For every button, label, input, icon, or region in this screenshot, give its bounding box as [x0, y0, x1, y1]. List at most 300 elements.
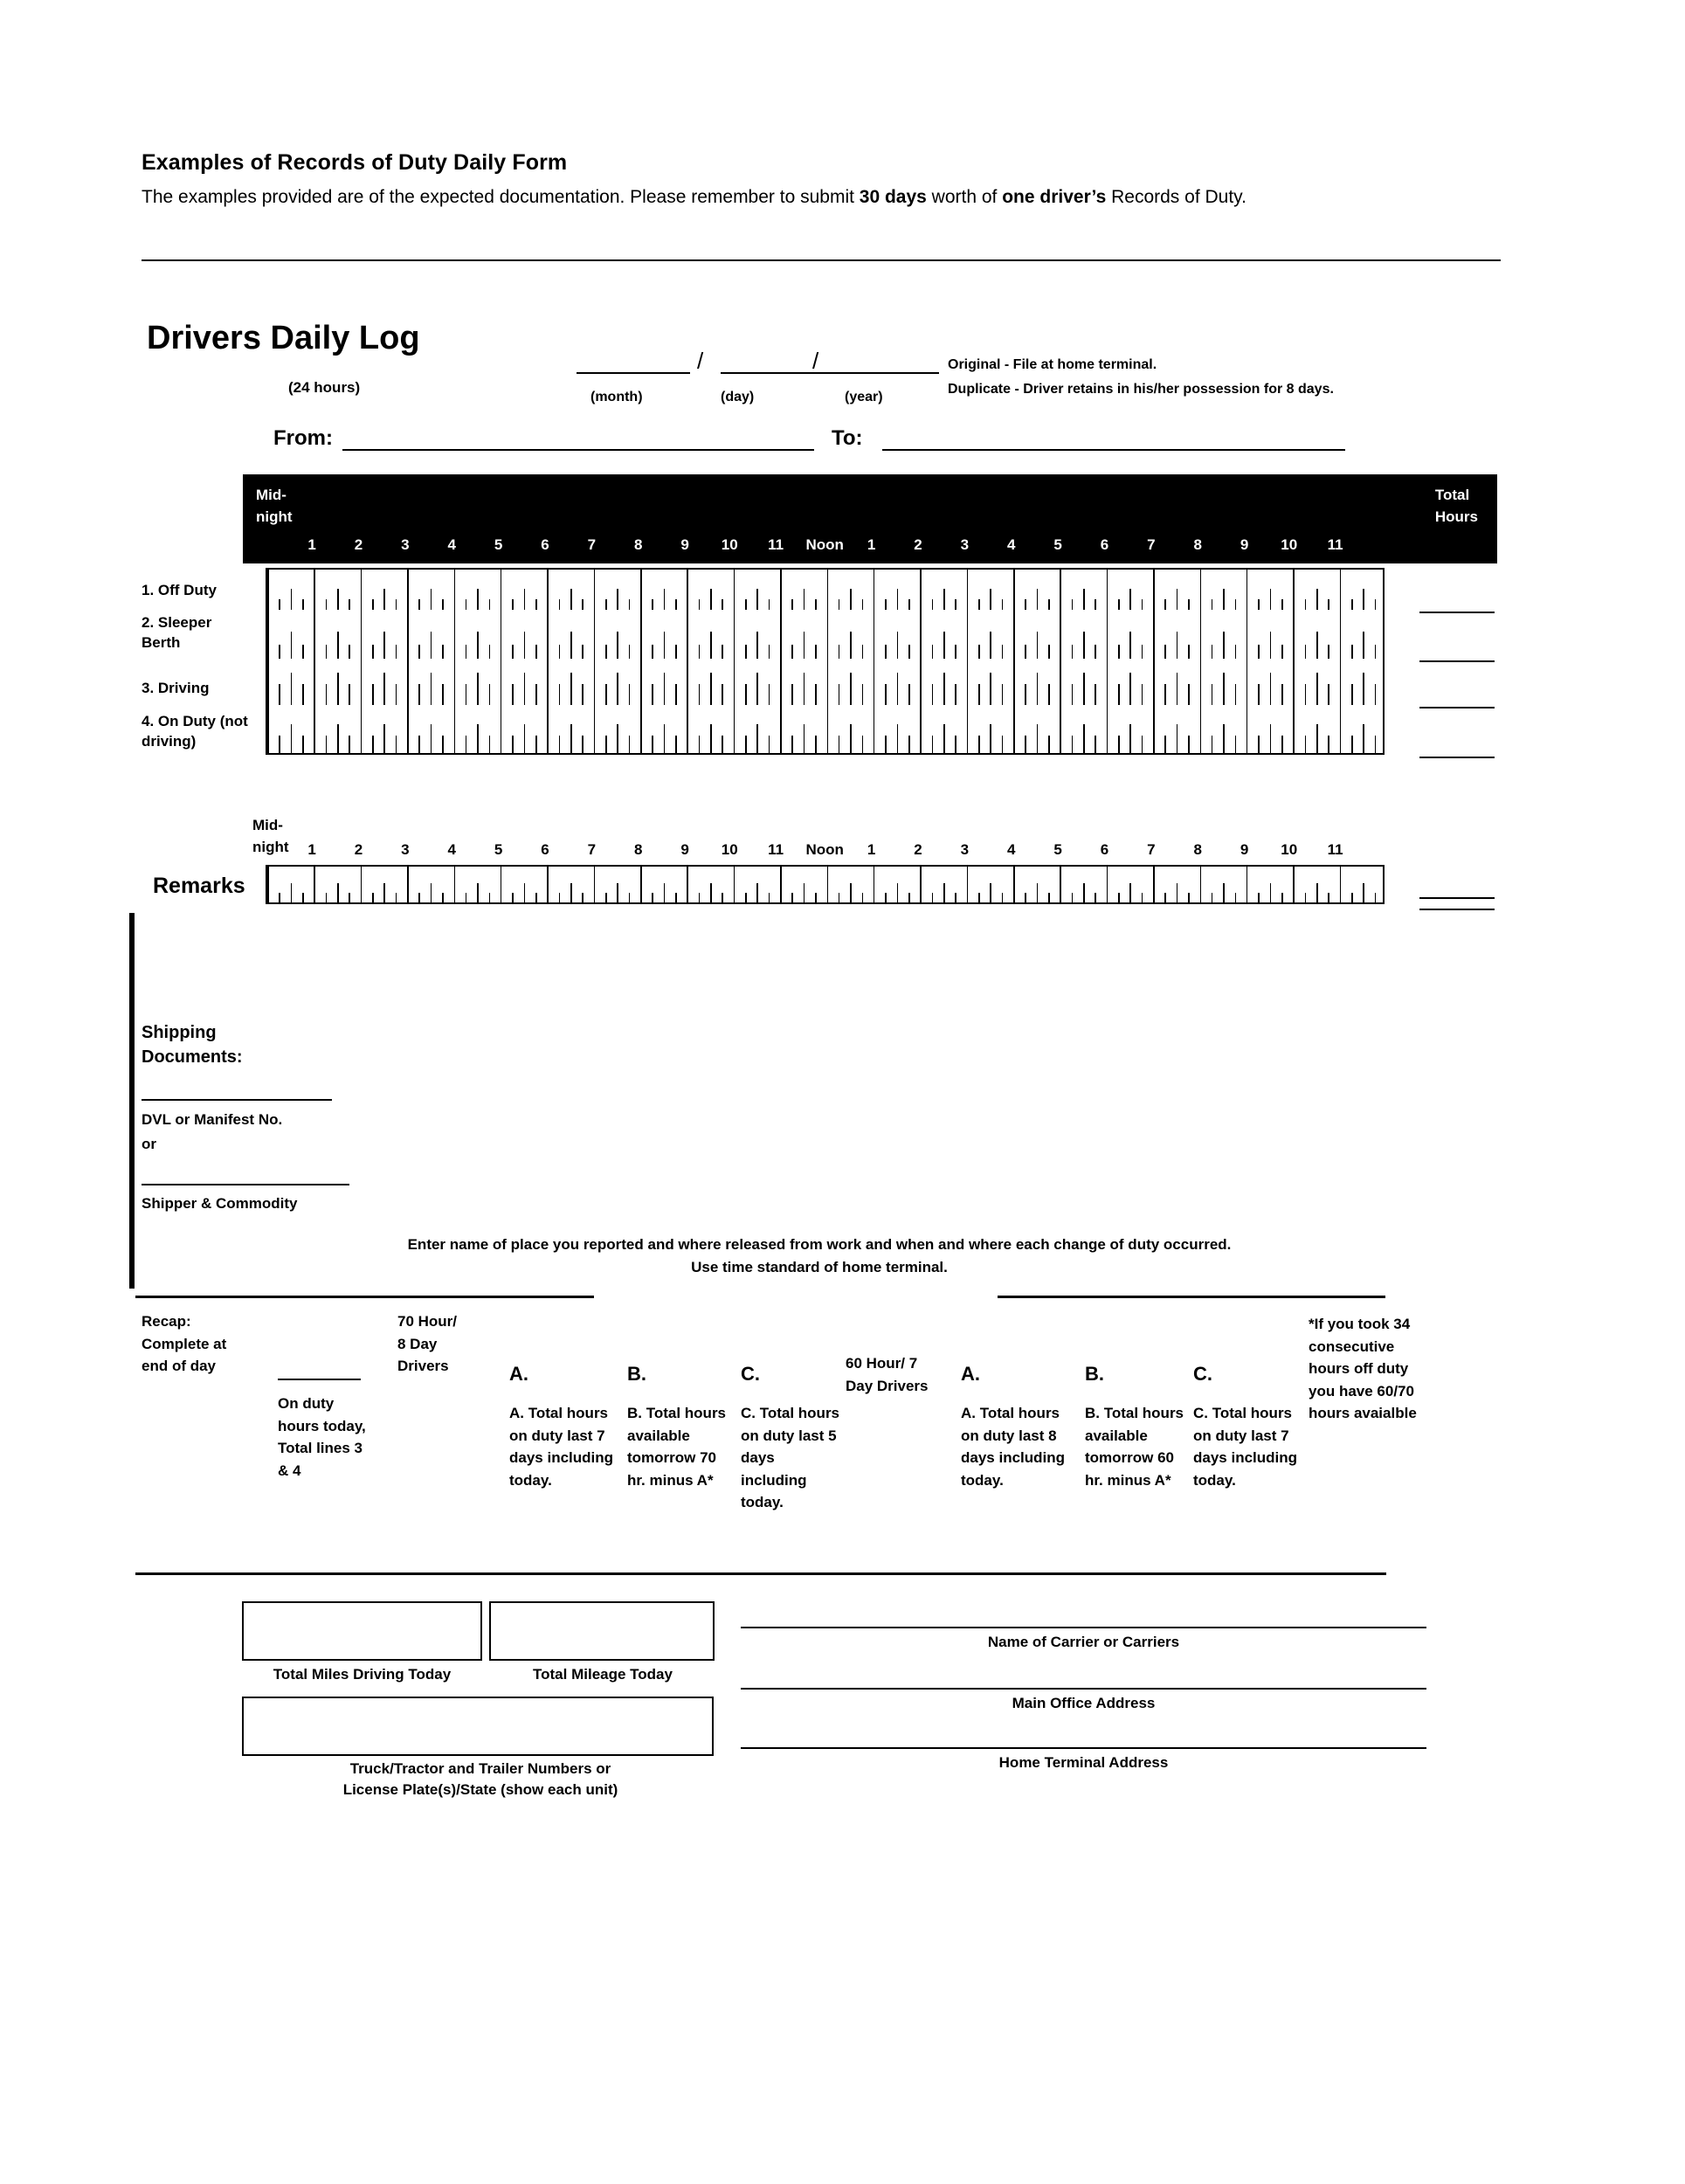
grid-tick	[874, 659, 875, 705]
grid-tick	[1188, 684, 1190, 705]
grid-tick	[699, 599, 701, 610]
grid-tick	[780, 570, 782, 610]
hour-label-top-23: 11	[1327, 536, 1343, 553]
grid-tick	[1270, 673, 1272, 705]
grid-tick	[850, 673, 852, 705]
grid-tick	[361, 570, 363, 610]
grid-tick	[1013, 867, 1015, 904]
grid-tick	[756, 883, 758, 904]
total-hours-on-duty[interactable]	[1419, 757, 1495, 758]
to-input[interactable]	[882, 449, 1345, 451]
remarks-total-line-1[interactable]	[1419, 897, 1495, 899]
grid-tick	[943, 632, 945, 659]
grid-tick	[372, 736, 374, 755]
intro-text-a: The examples provided are of the expected documentation. Please remember to submit	[142, 187, 860, 207]
grid-tick	[383, 724, 385, 755]
grid-tick	[582, 893, 584, 904]
grid-tick	[349, 645, 350, 659]
grid-tick	[710, 724, 712, 755]
grid-tick	[862, 684, 864, 705]
grid-tick	[524, 883, 526, 904]
grid-tick	[699, 645, 701, 659]
grid-tick	[780, 705, 782, 755]
grid-tick	[501, 570, 502, 610]
grid-tick	[1142, 599, 1143, 610]
grid-tick	[302, 736, 304, 755]
grid-tick	[466, 645, 467, 659]
to-label: To:	[832, 426, 863, 450]
grid-tick	[943, 883, 945, 904]
grid-tick	[652, 599, 653, 610]
recap-60hour-header	[846, 1352, 959, 1397]
grid-tick	[466, 736, 467, 755]
remarks-total-line-2[interactable]	[1419, 909, 1495, 910]
grid-tick	[396, 599, 397, 610]
grid-tick	[466, 599, 467, 610]
grid-tick	[1013, 705, 1015, 755]
grid-tick	[1328, 599, 1329, 610]
year-input[interactable]	[830, 353, 939, 374]
grid-tick	[804, 673, 805, 705]
grid-tick	[582, 645, 584, 659]
grid-tick	[897, 724, 899, 755]
grid-tick	[512, 893, 514, 904]
grid-tick	[1328, 736, 1329, 755]
grid-tick	[1200, 659, 1202, 705]
grid-tick	[722, 645, 723, 659]
grid-tick	[1060, 705, 1061, 755]
row-label-on-duty: 4. On Duty (not driving)	[142, 713, 248, 750]
grid-tick	[943, 724, 945, 755]
hour-label-top-19: 7	[1147, 536, 1156, 553]
grid-tick	[1258, 684, 1260, 705]
grid-tick	[1363, 673, 1364, 705]
grid-tick	[1235, 736, 1237, 755]
recap-letter-a-60: A.	[961, 1363, 980, 1385]
enter-place-note-line2: Use time standard of home terminal.	[691, 1259, 948, 1276]
hour-label-top-3: 3	[401, 536, 410, 553]
grid-tick	[570, 632, 572, 659]
grid-tick	[442, 893, 444, 904]
grid-tick	[908, 599, 910, 610]
grid-tick	[652, 893, 653, 904]
remarks-grid-row[interactable]	[266, 865, 1385, 904]
grid-tick	[874, 570, 875, 610]
grid-tick	[407, 705, 409, 755]
truck-caption-line1: Truck/Tractor and Trailer Numbers or	[349, 1760, 611, 1777]
grid-tick	[978, 599, 980, 610]
intro-text-c: worth of	[926, 187, 1003, 207]
recap-col-b-70: B. Total hours available tomorrow 70 hr. minus A*	[627, 1405, 727, 1489]
grid-tick	[710, 673, 712, 705]
remarks-midnight-line2: night	[252, 838, 289, 855]
grid-tick	[547, 610, 549, 659]
grid-tick	[664, 589, 666, 610]
grid-row-driving[interactable]	[266, 659, 1385, 705]
grid-tick	[1025, 893, 1026, 904]
grid-tick	[547, 659, 549, 705]
grid-tick	[1200, 570, 1202, 610]
truck-trailer-box[interactable]	[242, 1697, 714, 1756]
grid-tick	[1270, 632, 1272, 659]
grid-tick	[815, 736, 817, 755]
grid-tick	[920, 570, 922, 610]
main-office-input[interactable]	[741, 1688, 1426, 1690]
grid-tick	[722, 736, 723, 755]
dvl-input[interactable]	[142, 1099, 332, 1101]
recap-onduty-input[interactable]	[278, 1379, 361, 1380]
grid-tick	[664, 632, 666, 659]
grid-tick	[617, 589, 618, 610]
total-hours-driving[interactable]	[1419, 707, 1495, 708]
grid-tick	[897, 673, 899, 705]
grid-tick	[769, 684, 770, 705]
grid-tick	[337, 632, 339, 659]
date-slash-1: /	[697, 348, 704, 374]
hour-label-remarks-19: 7	[1147, 841, 1156, 858]
hour-label-remarks-7: 7	[587, 841, 597, 858]
grid-tick	[1293, 570, 1295, 610]
grid-tick	[442, 736, 444, 755]
grid-tick	[1142, 645, 1143, 659]
grid-tick	[769, 893, 770, 904]
grid-tick	[1235, 599, 1237, 610]
grid-tick	[535, 645, 537, 659]
recap-letter-c-60: C.	[1193, 1363, 1212, 1385]
grid-tick	[605, 684, 607, 705]
grid-tick	[967, 705, 969, 755]
grid-tick	[1164, 599, 1166, 610]
grid-tick	[1363, 632, 1364, 659]
grid-tick	[1164, 893, 1166, 904]
grid-tick	[804, 632, 805, 659]
month-caption: (month)	[590, 390, 643, 404]
intro-text-b: 30 days	[859, 187, 927, 207]
hour-label-top-12: Noon	[805, 536, 844, 553]
grid-tick	[815, 599, 817, 610]
grid-tick	[605, 645, 607, 659]
grid-total-line1: Total	[1434, 487, 1470, 503]
grid-tick	[1246, 705, 1248, 755]
grid-tick	[1177, 883, 1178, 904]
shipper-input[interactable]	[142, 1184, 349, 1185]
grid-tick	[885, 736, 887, 755]
grid-tick	[850, 589, 852, 610]
grid-tick	[1363, 589, 1364, 610]
hour-label-remarks-16: 4	[1007, 841, 1016, 858]
truck-caption-line2: License Plate(s)/State (show each unit)	[342, 1780, 618, 1798]
intro-divider	[142, 259, 1501, 261]
grid-tick	[1095, 599, 1096, 610]
from-input[interactable]	[342, 449, 814, 451]
grid-tick	[629, 893, 631, 904]
grid-tick	[897, 632, 899, 659]
grid-tick	[1153, 570, 1155, 610]
grid-tick	[326, 684, 328, 705]
grid-tick	[1095, 736, 1096, 755]
grid-tick	[1316, 724, 1318, 755]
grid-tick	[547, 570, 549, 610]
month-input[interactable]	[577, 353, 690, 374]
hour-label-top-18: 6	[1100, 536, 1109, 553]
grid-tick	[605, 599, 607, 610]
grid-total-line2: Hours	[1434, 508, 1478, 525]
grid-tick	[815, 684, 817, 705]
grid-tick	[978, 893, 980, 904]
recap-title-line2: Complete at	[142, 1335, 227, 1352]
grid-row-off-duty[interactable]	[266, 568, 1385, 610]
grid-tick	[372, 599, 374, 610]
hour-label-top-1: 1	[307, 536, 316, 553]
grid-tick	[1223, 724, 1225, 755]
grid-tick	[1048, 599, 1050, 610]
grid-tick	[862, 736, 864, 755]
grid-tick	[1083, 589, 1085, 610]
grid-tick	[1107, 867, 1108, 904]
grid-tick	[932, 736, 934, 755]
shipping-title-line2: Documents:	[142, 1047, 243, 1067]
grid-tick	[407, 659, 409, 705]
grid-tick	[1293, 659, 1295, 705]
dvl-caption: DVL or Manifest No.	[142, 1111, 283, 1128]
grid-tick	[489, 893, 491, 904]
hour-label-top-7: 7	[587, 536, 597, 553]
recap-60hour-line2: Day Drivers	[846, 1377, 929, 1394]
grid-tick	[920, 705, 922, 755]
grid-tick	[967, 610, 969, 659]
intro-text-d: one driver’s	[1002, 187, 1107, 207]
grid-tick	[396, 645, 397, 659]
hour-label-remarks-18: 6	[1100, 841, 1109, 858]
total-hours-sleeper[interactable]	[1419, 660, 1495, 662]
hour-label-top-11: 11	[768, 536, 784, 553]
home-terminal-caption: Home Terminal Address	[998, 1754, 1169, 1771]
grid-tick	[1129, 632, 1131, 659]
recap-70hour-line2: 8 Day	[397, 1335, 438, 1352]
grid-tick	[791, 599, 793, 610]
grid-tick	[1351, 684, 1353, 705]
hour-label-top-21: 9	[1240, 536, 1249, 553]
grid-tick	[337, 673, 339, 705]
grid-tick	[431, 883, 432, 904]
grid-tick	[1037, 589, 1039, 610]
grid-tick	[1177, 724, 1178, 755]
grid-tick	[1164, 684, 1166, 705]
grid-tick	[1351, 736, 1353, 755]
grid-tick	[524, 589, 526, 610]
grid-tick	[1153, 659, 1155, 705]
hour-label-top-22: 10	[1281, 536, 1298, 553]
grid-tick	[1129, 673, 1131, 705]
grid-tick	[1223, 883, 1225, 904]
hour-label-top-8: 8	[634, 536, 643, 553]
grid-tick	[349, 684, 350, 705]
grid-tick	[1375, 599, 1377, 610]
grid-tick	[943, 673, 945, 705]
grid-tick	[745, 684, 747, 705]
grid-tick	[652, 684, 653, 705]
grid-tick	[990, 673, 991, 705]
grid-tick	[383, 589, 385, 610]
grid-tick	[314, 610, 315, 659]
row-label-off-duty: 1. Off Duty	[142, 582, 217, 598]
grid-tick	[1107, 610, 1108, 659]
grid-tick	[955, 736, 956, 755]
grid-tick	[361, 659, 363, 705]
grid-tick	[302, 684, 304, 705]
grid-tick	[559, 736, 561, 755]
grid-tick	[804, 883, 805, 904]
recap-col-a-70: A. Total hours on duty last 7 days including today.	[509, 1405, 614, 1489]
grid-tick	[1142, 893, 1143, 904]
grid-tick	[524, 673, 526, 705]
row-label-driving: 3. Driving	[142, 680, 210, 696]
grid-tick	[862, 645, 864, 659]
grid-tick	[1095, 645, 1096, 659]
grid-tick	[535, 684, 537, 705]
grid-tick	[955, 645, 956, 659]
grid-tick	[582, 599, 584, 610]
grid-tick	[1340, 867, 1342, 904]
grid-tick	[990, 724, 991, 755]
grid-tick	[885, 893, 887, 904]
total-hours-off-duty[interactable]	[1419, 612, 1495, 613]
grid-tick	[756, 632, 758, 659]
grid-tick	[839, 893, 840, 904]
enter-place-note-line1: Enter name of place you reported and where released from work and when and where each change of duty occurred.	[407, 1236, 1232, 1253]
grid-tick	[897, 589, 899, 610]
grid-tick	[827, 570, 829, 610]
grid-tick	[1037, 673, 1039, 705]
grid-tick	[617, 883, 618, 904]
grid-tick	[1188, 645, 1190, 659]
grid-tick	[839, 736, 840, 755]
grid-tick	[664, 673, 666, 705]
grid-tick	[734, 705, 735, 755]
grid-tick	[1270, 724, 1272, 755]
hour-label-top-9: 9	[680, 536, 689, 553]
grid-tick	[1363, 724, 1364, 755]
grid-tick	[582, 736, 584, 755]
total-mileage-box[interactable]	[489, 1601, 715, 1661]
grid-tick	[454, 659, 456, 705]
grid-tick	[885, 645, 887, 659]
grid-tick	[1246, 610, 1248, 659]
grid-tick	[501, 705, 502, 755]
grid-tick	[326, 736, 328, 755]
grid-tick	[570, 589, 572, 610]
grid-tick	[407, 867, 409, 904]
hour-label-remarks-12: Noon	[805, 841, 844, 858]
grid-tick	[640, 610, 642, 659]
grid-midnight-line1: Mid-	[256, 487, 287, 503]
grid-tick	[1013, 659, 1015, 705]
total-miles-box[interactable]	[242, 1601, 482, 1661]
grid-tick	[1118, 893, 1120, 904]
home-terminal-input[interactable]	[741, 1747, 1426, 1749]
grid-tick	[780, 867, 782, 904]
grid-row-sleeper-berth[interactable]	[266, 610, 1385, 659]
grid-tick	[535, 599, 537, 610]
grid-tick	[1072, 599, 1074, 610]
grid-tick	[1235, 684, 1237, 705]
grid-tick	[372, 893, 374, 904]
grid-row-on-duty[interactable]	[266, 705, 1385, 755]
grid-tick	[559, 645, 561, 659]
grid-tick	[745, 736, 747, 755]
grid-tick	[1083, 724, 1085, 755]
grid-tick	[722, 893, 723, 904]
grid-tick	[908, 736, 910, 755]
remarks-label: Remarks	[153, 874, 245, 898]
grid-tick	[582, 684, 584, 705]
grid-tick	[1351, 893, 1353, 904]
from-label: From:	[273, 426, 333, 450]
grid-tick	[267, 705, 269, 755]
grid-tick	[418, 736, 420, 755]
grid-tick	[967, 867, 969, 904]
grid-tick	[1025, 736, 1026, 755]
grid-tick	[1293, 610, 1295, 659]
grid-tick	[1212, 599, 1213, 610]
shipping-title-line1: Shipping	[142, 1023, 217, 1042]
grid-tick	[629, 645, 631, 659]
duplicate-note: Duplicate - Driver retains in his/her possession for 8 days.	[948, 382, 1334, 397]
carrier-input[interactable]	[741, 1627, 1426, 1628]
grid-tick	[967, 570, 969, 610]
grid-tick	[791, 684, 793, 705]
grid-tick	[291, 883, 293, 904]
grid-tick	[477, 883, 479, 904]
grid-tick	[1351, 645, 1353, 659]
grid-tick	[594, 610, 596, 659]
grid-tick	[1235, 893, 1237, 904]
carrier-caption: Name of Carrier or Carriers	[987, 1634, 1180, 1650]
grid-tick	[687, 659, 688, 705]
grid-tick	[629, 684, 631, 705]
grid-tick	[454, 610, 456, 659]
hour-label-top-17: 5	[1053, 536, 1062, 553]
grid-tick	[431, 673, 432, 705]
hour-label-top-15: 3	[960, 536, 970, 553]
grid-tick	[955, 684, 956, 705]
recap-col-c-70: C. Total hours on duty last 5 days including today.	[741, 1405, 840, 1510]
grid-tick	[617, 724, 618, 755]
grid-tick	[349, 736, 350, 755]
grid-tick	[1281, 645, 1283, 659]
grid-tick	[314, 659, 315, 705]
grid-tick	[1235, 645, 1237, 659]
grid-tick	[1164, 736, 1166, 755]
grid-tick	[978, 736, 980, 755]
grid-tick	[594, 867, 596, 904]
grid-tick	[629, 599, 631, 610]
recap-col-c-60: C. Total hours on duty last 7 days including today.	[1193, 1405, 1298, 1489]
grid-tick	[1142, 684, 1143, 705]
grid-tick	[489, 684, 491, 705]
remarks-left-rule	[129, 913, 135, 1289]
grid-tick	[267, 570, 269, 610]
hour-label-remarks-5: 5	[494, 841, 503, 858]
grid-tick	[477, 673, 479, 705]
hour-label-remarks-14: 2	[914, 841, 922, 858]
hours-note: (24 hours)	[288, 379, 361, 396]
grid-tick	[617, 673, 618, 705]
grid-tick	[1177, 673, 1178, 705]
grid-tick	[862, 893, 864, 904]
grid-tick	[1305, 599, 1307, 610]
grid-tick	[1363, 883, 1364, 904]
